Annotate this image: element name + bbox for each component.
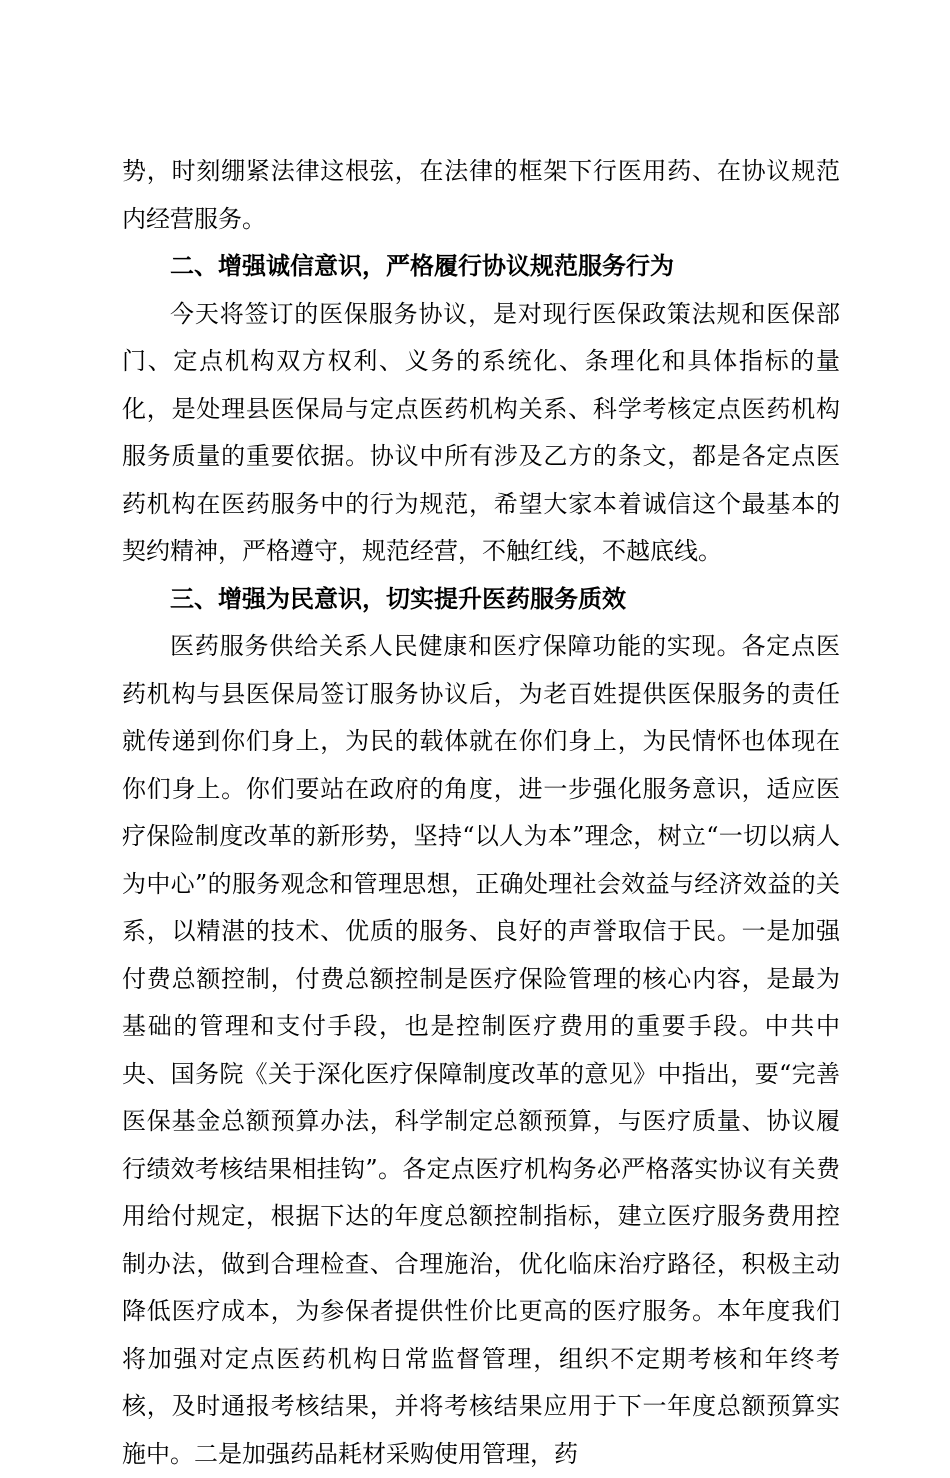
section-heading-3: 三、增强为民意识，切实提升医药服务质效	[170, 584, 626, 613]
paragraph-integrity: 今天将签订的医保服务协议，是对现行医保政策法规和医保部门、定点机构双方权利、义务的系统化、条理化和具体指标的量化，是处理县医保局与定点医药机构关系、科学考核定点医药机构服务质量的重要依据。协议中所有涉及乙方的条文，都是各定点医药机构在医药服务中的行为规范，希望大家本着诚信这个最基本的契约精神，严格遵守，规范经营，不触红线，不越底线。	[122, 299, 840, 565]
section-heading-2: 二、增强诚信意识，严格履行协议规范服务行为	[170, 252, 674, 280]
paragraph-service-quality: 医药服务供给关系人民健康和医疗保障功能的实现。各定点医药机构与县医保局签订服务协议后，为老百姓提供医保服务的责任就传递到你们身上，为民的载体就在你们身上，为民情怀也体现在你们身上。你们要站在政府的角度，进一步强化服务意识，适应医疗保险制度改革的新形势，坚持“以人为本”理念，树立“一切以病人为中心”的服务观念和管理思想，正确处理社会效益与经济效益的关系，以精湛的技术、优质的服务、良好的声誉取信于民。一是加强付费总额控制，付费总额控制是医疗保险管理的核心内容，是最为基础的管理和支付手段，也是控制医疗费用的重要手段。中共中央、国务院《关于深化医疗保障制度改革的意见》中指出，要“完善医保基金总额预算办法，科学制定总额预算，与医疗质量、协议履行绩效考核结果相挂钩”。各定点医疗机构务必严格落实协议有关费用给付规定，根据下达的年度总额控制指标，建立医疗服务费用控制办法，做到合理检查、合理施治，优化临床治疗路径，积极主动降低医疗成本，为参保者提供性价比更高的医疗服务。本年度我们将加强对定点医药机构日常监督管理，组织不定期考核和年终考核，及时通报考核结果，并将考核结果应用于下一年度总额预算实施中。二是加强药品耗材采购使用管理，药	[122, 632, 840, 1468]
paragraph-continuation: 势，时刻绷紧法律这根弦，在法律的框架下行医用药、在协议规范内经营服务。	[122, 157, 840, 233]
document-page	[122, 148, 840, 1478]
